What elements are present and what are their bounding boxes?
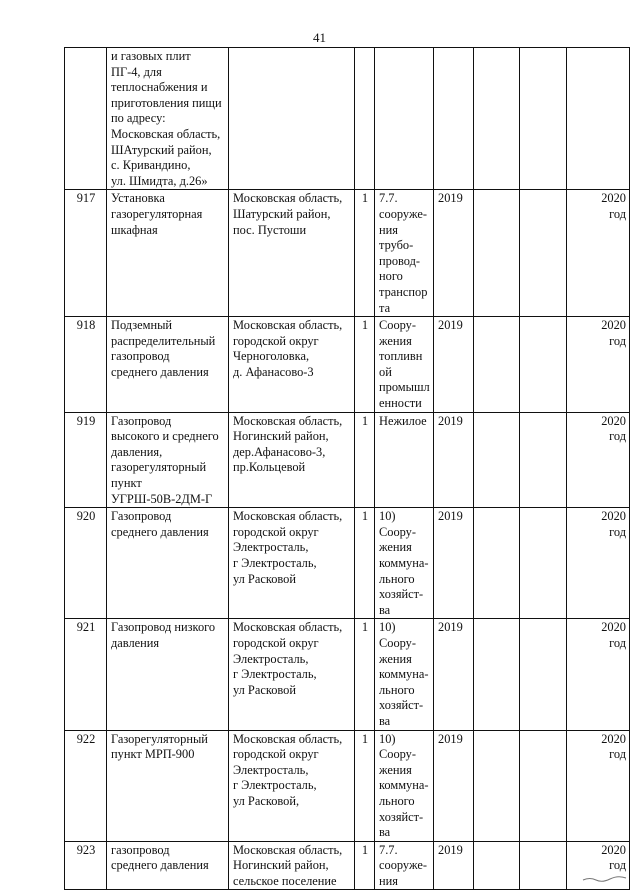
cell-number: 921: [65, 619, 107, 730]
cell-category: Соору- жения топливн ой промышл енности: [375, 317, 434, 413]
objects-table: [64, 47, 630, 890]
cell-number: 923: [65, 841, 107, 890]
cell-address: [229, 48, 355, 190]
cell-name: Установка газорегуляторная шкафная: [107, 190, 229, 317]
table-row: [65, 619, 630, 730]
cell-category: 10) Соору- жения коммуна- льного хозяйст- ва: [375, 508, 434, 619]
cell-year-start: 2019: [434, 412, 474, 508]
cell-empty: [520, 730, 567, 841]
cell-name: Газорегуляторный пункт МРП-900: [107, 730, 229, 841]
table-row: [65, 841, 630, 890]
cell-quantity: 1: [355, 317, 375, 413]
cell-year-start: [434, 48, 474, 190]
cell-address: Московская область, Ногинский район, дер.Афанасово-3, пр.Кольцевой: [229, 412, 355, 508]
cell-number: [65, 48, 107, 190]
cell-name: Газопровод низкого давления: [107, 619, 229, 730]
cell-empty: [474, 841, 520, 890]
cell-empty: [474, 317, 520, 413]
cell-name: Газопровод высокого и среднего давления, газорегуляторный пункт УГРШ-50В-2ДМ-Г: [107, 412, 229, 508]
cell-quantity: [355, 48, 375, 190]
cell-category: Нежилое: [375, 412, 434, 508]
cell-number: 917: [65, 190, 107, 317]
cell-year-start: 2019: [434, 190, 474, 317]
cell-year-start: 2019: [434, 730, 474, 841]
table-row: [65, 48, 630, 190]
table-body: [65, 48, 630, 890]
cell-empty: [520, 190, 567, 317]
cell-year-end: 2020 год: [567, 730, 630, 841]
cell-quantity: 1: [355, 730, 375, 841]
cell-category: [375, 48, 434, 190]
cell-year-end: 2020 год: [567, 317, 630, 413]
cell-empty: [474, 508, 520, 619]
margin-scribble: [582, 876, 628, 882]
cell-year-end: 2020 год: [567, 841, 630, 890]
table-row: [65, 730, 630, 841]
cell-quantity: 1: [355, 841, 375, 890]
cell-category: 7.7. сооруже- ния: [375, 841, 434, 890]
cell-quantity: 1: [355, 412, 375, 508]
cell-address: Московская область, городской округ Электросталь, г Электросталь, ул Расковой: [229, 508, 355, 619]
cell-quantity: 1: [355, 619, 375, 730]
cell-quantity: 1: [355, 508, 375, 619]
cell-address: Московская область, Шатурский район, пос. Пустоши: [229, 190, 355, 317]
cell-empty: [520, 412, 567, 508]
cell-name: газопровод среднего давления: [107, 841, 229, 890]
cell-empty: [520, 317, 567, 413]
cell-empty: [520, 619, 567, 730]
cell-address: Московская область, городской округ Электросталь, г Электросталь, ул Расковой,: [229, 730, 355, 841]
cell-empty: [520, 48, 567, 190]
cell-category: 10) Соору- жения коммуна- льного хозяйст- ва: [375, 619, 434, 730]
cell-address: Московская область, Ногинский район, сельское поселение: [229, 841, 355, 890]
cell-year-start: 2019: [434, 841, 474, 890]
cell-number: 920: [65, 508, 107, 619]
cell-empty: [474, 190, 520, 317]
cell-year-start: 2019: [434, 619, 474, 730]
cell-address: Московская область, городской округ Черноголовка, д. Афанасово-3: [229, 317, 355, 413]
page-number: 41: [313, 30, 326, 45]
cell-empty: [520, 508, 567, 619]
cell-quantity: 1: [355, 190, 375, 317]
table-row: [65, 508, 630, 619]
cell-year-end: [567, 48, 630, 190]
table-row: [65, 412, 630, 508]
cell-empty: [474, 730, 520, 841]
table-row: [65, 317, 630, 413]
cell-number: 922: [65, 730, 107, 841]
cell-category: 7.7. сооруже- ния трубо- провод- ного транспор та: [375, 190, 434, 317]
cell-number: 918: [65, 317, 107, 413]
cell-address: Московская область, городской округ Электросталь, г Электросталь, ул Расковой: [229, 619, 355, 730]
cell-year-end: 2020 год: [567, 190, 630, 317]
cell-year-end: 2020 год: [567, 619, 630, 730]
cell-empty: [520, 841, 567, 890]
cell-empty: [474, 412, 520, 508]
cell-year-end: 2020 год: [567, 412, 630, 508]
cell-empty: [474, 48, 520, 190]
cell-name: Подземный распределительный газопровод среднего давления: [107, 317, 229, 413]
cell-category: 10) Соору- жения коммуна- льного хозяйст- ва: [375, 730, 434, 841]
cell-empty: [474, 619, 520, 730]
cell-name: и газовых плит ПГ-4, для теплоснабжения и приготовления пищи по адресу: Московская область, ШАтурский район, с. Кривандино, ул. Шмидта, д.26»: [107, 48, 229, 190]
cell-number: 919: [65, 412, 107, 508]
cell-year-start: 2019: [434, 508, 474, 619]
cell-name: Газопровод среднего давления: [107, 508, 229, 619]
cell-year-start: 2019: [434, 317, 474, 413]
cell-year-end: 2020 год: [567, 508, 630, 619]
table-row: [65, 190, 630, 317]
